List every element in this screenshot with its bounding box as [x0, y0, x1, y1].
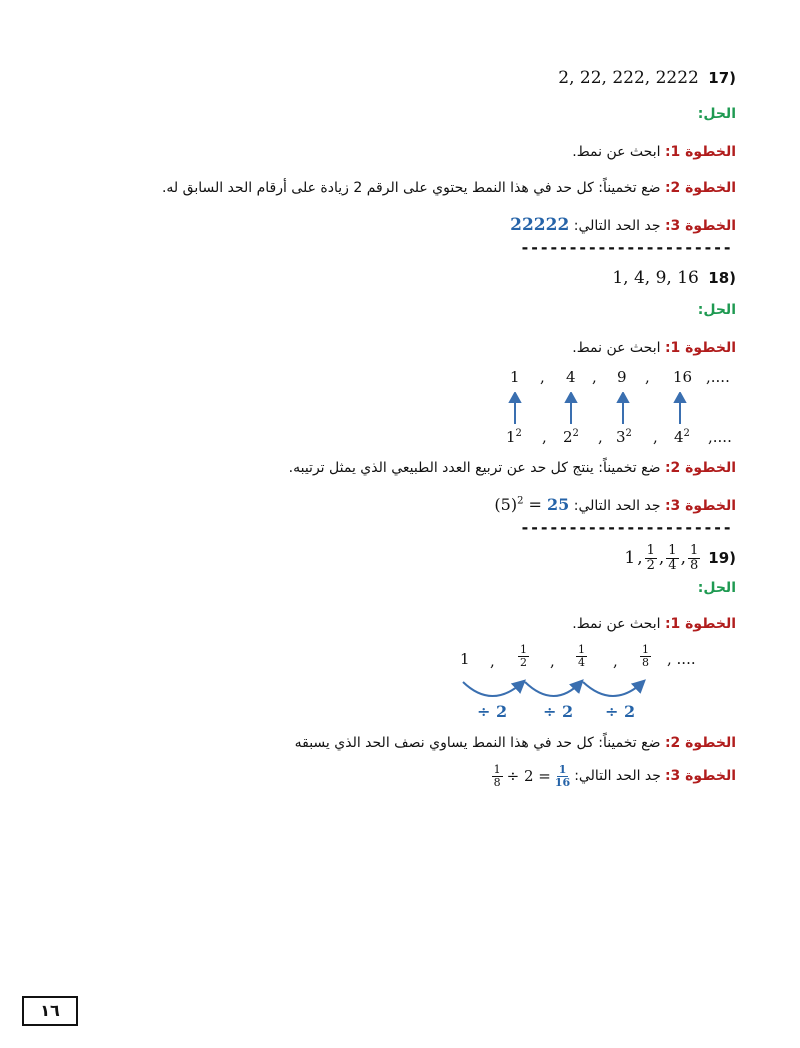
step-1-label: الخطوة 1: — [664, 616, 736, 632]
separator-1: ---------------------- — [520, 238, 732, 257]
fraction: $\frac{1}{8}$ — [493, 763, 501, 789]
comma: , — [592, 368, 597, 386]
ellipsis: ,.... — [708, 428, 732, 446]
step-2-label: الخطوة 2: — [664, 460, 736, 476]
comma: , — [550, 652, 555, 670]
problem-19-terms-row — [0, 640, 800, 680]
up-arrow-icon — [618, 393, 628, 424]
problem-17-number: 17) — [708, 69, 736, 87]
step-3-text: جد الحد التالي: — [573, 498, 661, 514]
square-term: $1^2$ — [506, 428, 522, 446]
step-3-label: الخطوة 3: — [664, 498, 736, 514]
square-term: $4^2$ — [674, 428, 690, 446]
term: 16 — [673, 368, 693, 386]
fraction: $\frac{1}{2}$ — [520, 643, 527, 669]
term: 1 — [510, 368, 520, 386]
fraction: $\frac{1}{4}$ — [668, 543, 677, 573]
problem-18-squares-row — [0, 428, 800, 450]
problem-18-step-3 — [494, 495, 736, 514]
step-2-text: ضع تخميناً: كل حد في هذا النمط يحتوي على الرقم 2 زيادة على أرقام الحد السابق له. — [161, 180, 661, 196]
page-number: ١٦ — [22, 996, 78, 1026]
problem-18-header — [612, 268, 736, 288]
step-1-text: ابحث عن نمط. — [572, 144, 661, 160]
problem-18-step-1 — [572, 340, 736, 356]
step-3-label: الخطوة 3: — [664, 218, 736, 234]
step-3-text: جد الحد التالي: — [573, 218, 661, 234]
division-labels-row — [0, 702, 800, 724]
up-arrow-icon — [675, 393, 685, 424]
problem-17-sequence: 2, 22, 222, 2222 — [558, 68, 699, 88]
operation-label: ÷ 2 — [477, 702, 508, 721]
solution-label: الحل: — [697, 106, 736, 122]
step-3-text: جد الحد التالي: — [574, 768, 661, 785]
solution-label: الحل: — [697, 302, 736, 318]
fraction: $\frac{1}{8}$ — [642, 643, 649, 669]
ellipsis: ,.... — [706, 368, 730, 386]
step-2-label: الخطوة 2: — [664, 180, 736, 196]
step-2-text: ضع تخميناً: كل حد في هذا النمط يساوي نصف الحد الذي يسبقه — [294, 735, 661, 751]
problem-17-header — [558, 68, 736, 88]
step-1-text: ابحث عن نمط. — [572, 340, 661, 356]
comma: , — [645, 368, 650, 386]
up-arrow-icon — [510, 393, 520, 424]
problem-18-answer-expression: $(5)^2 = 25$ — [494, 495, 570, 514]
step-1-text: ابحث عن نمط. — [572, 616, 661, 632]
comma: , — [540, 368, 545, 386]
square-term: $3^2$ — [616, 428, 632, 446]
problem-18-sequence: 1, 4, 9, 16 — [612, 268, 699, 288]
curved-arrow-icon — [525, 682, 581, 696]
problem-19-answer: $\frac{1}{16}$ — [554, 763, 571, 789]
problem-18-terms-row — [0, 368, 800, 390]
problem-18-answer: 25 — [547, 495, 570, 514]
step-1-label: الخطوة 1: — [664, 144, 736, 160]
comma: , — [613, 652, 618, 670]
comma: , — [653, 428, 658, 446]
operation-label: ÷ 2 — [543, 702, 574, 721]
problem-19-step-1 — [572, 616, 736, 632]
term: 4 — [566, 368, 576, 386]
problem-19-header: 1 , $\frac{1}{2}$ , $\frac{1}{4}$ , $\frac{1}{8}$ 19) — [624, 543, 736, 573]
term: 1 — [460, 650, 470, 668]
problem-17-answer: 22222 — [510, 215, 570, 235]
comma: , — [542, 428, 547, 446]
fraction: $\frac{1}{8}$ — [689, 543, 699, 573]
problem-19-answer-expression: $\frac{1}{8}$ ÷ 2 = $\frac{1}{16}$ — [493, 763, 571, 789]
problem-19-first-term: 1 — [624, 548, 636, 569]
problem-18-step-2 — [289, 460, 736, 476]
step-1-label: الخطوة 1: — [664, 340, 736, 356]
curved-arrow-icon — [463, 682, 523, 696]
operation-label: ÷ 2 — [605, 702, 636, 721]
problem-19-step-3 — [492, 764, 736, 788]
ellipsis: , .... — [667, 650, 696, 668]
problem-17-step-2 — [162, 180, 736, 196]
comma: , — [490, 652, 495, 670]
step-2-label: الخطوة 2: — [664, 735, 736, 751]
problem-17-step-1 — [572, 144, 736, 160]
problem-17-step-3 — [510, 215, 736, 235]
step-3-label: الخطوة 3: — [664, 768, 736, 785]
separator-2: ---------------------- — [520, 518, 732, 537]
problem-19-number: 19) — [708, 549, 736, 568]
fraction: $\frac{1}{2}$ — [646, 543, 655, 573]
curved-arrow-icon — [583, 682, 643, 696]
step-2-text: ضع تخميناً: ينتج كل حد عن تربيع العدد الطبيعي الذي يمثل ترتيبه. — [288, 460, 661, 476]
square-term: $2^2$ — [563, 428, 579, 446]
problem-18-number: 18) — [708, 269, 736, 287]
fraction: $\frac{1}{4}$ — [578, 643, 585, 669]
problem-19-step-2 — [295, 735, 736, 751]
term: 9 — [617, 368, 627, 386]
up-arrow-icon — [566, 393, 576, 424]
comma: , — [598, 428, 603, 446]
solution-label: الحل: — [697, 580, 736, 596]
arrows-graphic — [500, 392, 700, 426]
